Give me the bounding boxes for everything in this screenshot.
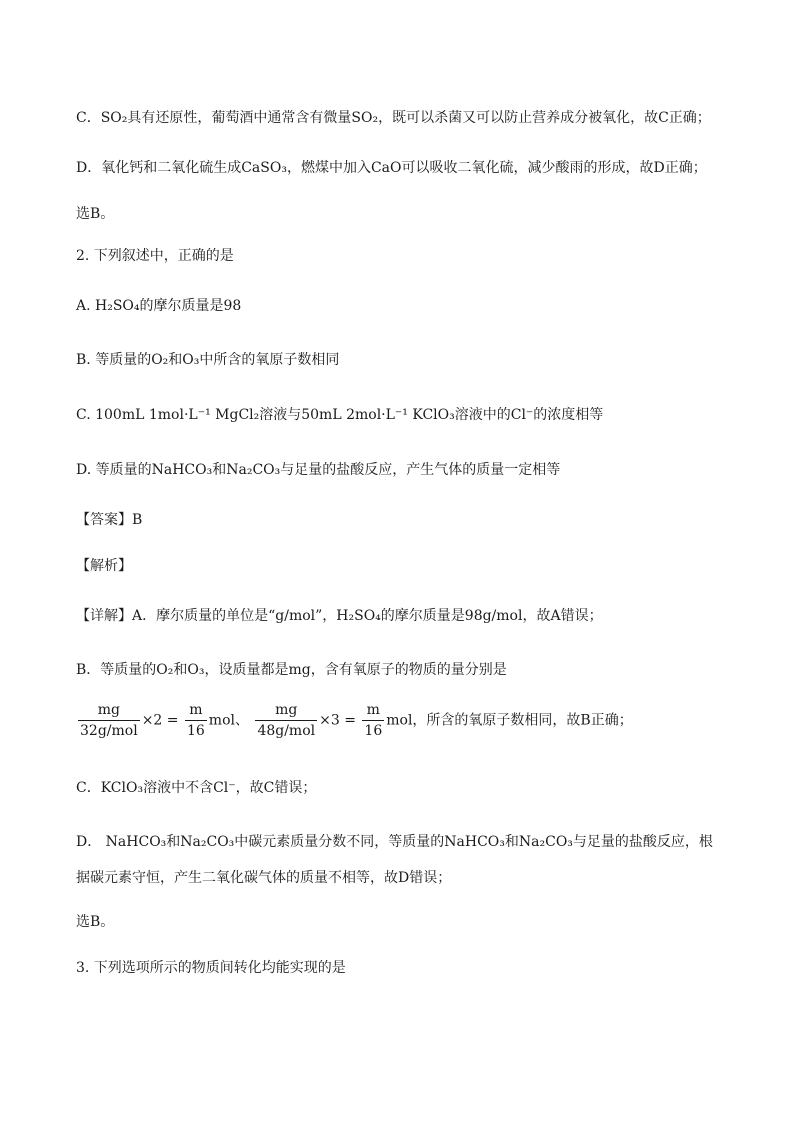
text-line: D．氧化钙和二氧化硫生成CaSO₃，燃煤中加入CaO可以吸收二氧化硫，减少酸雨的形成，故D正确；	[76, 160, 707, 176]
option-b: B. 等质量的O₂和O₃中所含的氧原子数相同	[76, 352, 340, 368]
text-line: B．等质量的O₂和O₃，设质量都是mg，含有氧原子的物质的量分别是	[76, 662, 507, 678]
fraction: $\frac{m}{16}$	[364, 702, 383, 739]
option-d: D. 等质量的NaHCO₃和Na₂CO₃与足量的盐酸反应，产生气体的质量一定相等	[76, 462, 561, 478]
text-line: 选B。	[76, 206, 115, 222]
question-heading: 2. 下列叙述中，正确的是	[76, 248, 234, 264]
fraction: $\frac{mg}{\text{32g/mol}}$	[80, 702, 138, 739]
answer-label: 【答案】B	[76, 512, 143, 528]
fraction: $\frac{mg}{\text{48g/mol}}$	[257, 702, 316, 739]
formula-line: $\frac{mg}{\text{32g/mol}}$ ×2 = $\frac{m}{16}$ mol、 $\frac{mg}{\text{48g/mol}}$ ×3 = $\frac{m}{16}$ mol，所含的氧原子数相同，故B正确；	[80, 702, 633, 739]
option-c: C. 100mL 1mol·L⁻¹ MgCl₂溶液与50mL 2mol·L⁻¹ KClO₃溶液中的Cl⁻的浓度相等	[76, 407, 604, 423]
question-heading: 3. 下列选项所示的物质间转化均能实现的是	[76, 960, 346, 976]
text-line: C．KClO₃溶液中不含Cl⁻，故C错误；	[76, 780, 317, 796]
option-a: A. H₂SO₄的摩尔质量是98	[76, 298, 242, 314]
text-line: C．SO₂具有还原性，葡萄酒中通常含有微量SO₂，既可以杀菌又可以防止营养成分被氧化，故C正确；	[76, 110, 711, 126]
analysis-label: 【解析】	[76, 558, 132, 574]
fraction: $\frac{m}{16}$	[186, 702, 205, 739]
text-line: 选B。	[76, 914, 115, 930]
text-paragraph: D． NaHCO₃和Na₂CO₃中碳元素质量分数不同，等质量的NaHCO₃和Na₂CO₃与足量的盐酸反应，根据碳元素守恒，产生二氧化碳气体的质量不相等，故D错误；	[76, 834, 713, 886]
text-line: 【详解】A．摩尔质量的单位是“g/mol”，H₂SO₄的摩尔质量是98g/mol，故A错误；	[76, 608, 603, 624]
